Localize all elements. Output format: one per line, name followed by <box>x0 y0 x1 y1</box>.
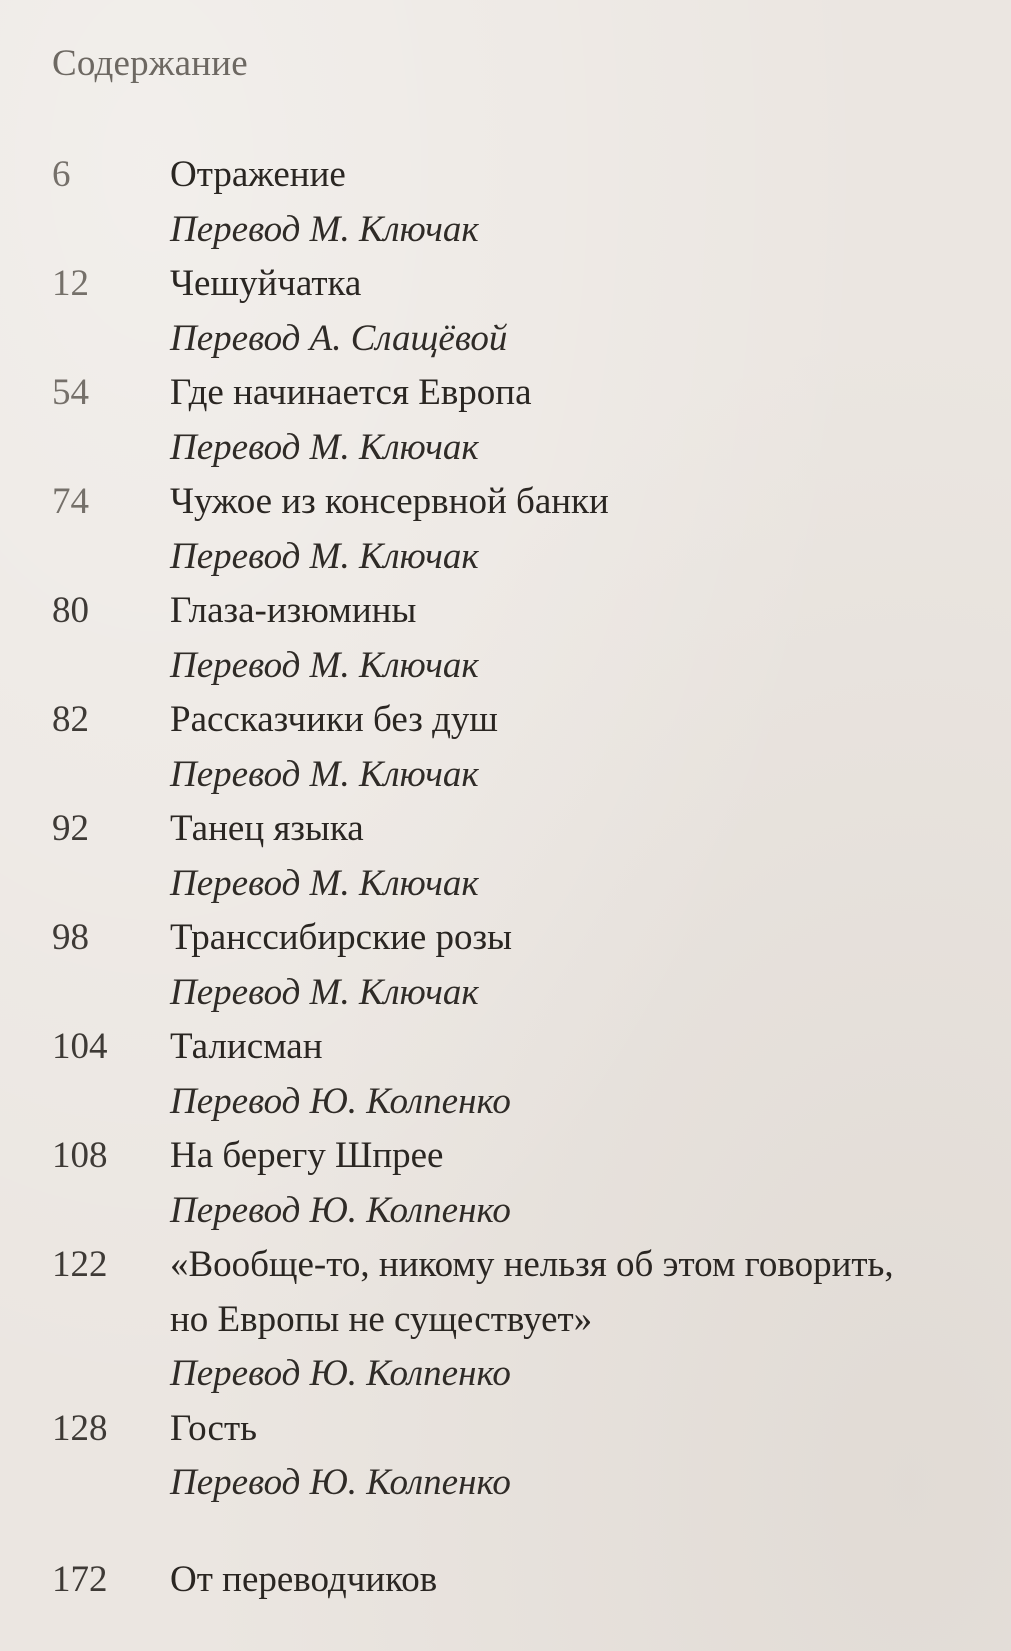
story-title: Рассказчики без душ <box>170 699 498 740</box>
entry-body <box>170 1020 1002 1129</box>
page-number: 80 <box>52 590 89 631</box>
page-number: 98 <box>52 917 89 958</box>
page-number: 74 <box>52 481 89 522</box>
page-number: 104 <box>52 1026 108 1067</box>
toc-entry <box>52 911 1002 1020</box>
story-title: Глаза-изюмины <box>170 590 417 631</box>
toc-entry <box>52 257 1002 366</box>
entry-body <box>170 1553 1002 1608</box>
entry-body <box>170 1238 1002 1402</box>
entry-body <box>170 584 1002 693</box>
story-title: «Вообще-то, никому нельзя об этом говорить, <box>170 1244 894 1285</box>
toc-entry <box>52 1402 1002 1511</box>
page-number: 6 <box>52 154 71 195</box>
toc-entry <box>52 802 1002 911</box>
story-title: Гость <box>170 1407 258 1449</box>
page-number: 92 <box>52 808 89 849</box>
translator-credit: Перевод М. Ключак <box>170 535 479 577</box>
entry-body <box>170 257 1002 366</box>
translator-credit: Перевод М. Ключак <box>170 862 479 904</box>
entry-body <box>170 475 1002 584</box>
translator-credit: Перевод Ю. Колпенко <box>170 1462 511 1503</box>
story-title: Отражение <box>170 154 346 195</box>
entry-body <box>170 1129 1002 1238</box>
story-title: Транссибирские розы <box>170 917 513 958</box>
translator-credit: Перевод Ю. Колпенко <box>170 1353 511 1394</box>
toc-entry <box>52 366 1002 475</box>
toc-entry <box>52 1020 1002 1129</box>
page-number: 108 <box>52 1135 108 1176</box>
toc-entry <box>52 584 1002 693</box>
toc-entry <box>52 148 1002 257</box>
entry-body <box>170 911 1002 1020</box>
translator-credit: Перевод Ю. Колпенко <box>170 1080 511 1122</box>
entry-body <box>170 1402 1002 1511</box>
toc-entry <box>52 1129 1002 1238</box>
translator-credit: Перевод М. Ключак <box>170 971 479 1013</box>
entry-body <box>170 148 1002 257</box>
page-number: 12 <box>52 263 89 304</box>
story-title: Чешуйчатка <box>170 263 362 304</box>
page-number: 128 <box>52 1407 108 1449</box>
story-title-continued: но Европы не существует» <box>170 1298 593 1340</box>
translator-credit: Перевод М. Ключак <box>170 208 479 250</box>
translator-credit: Перевод М. Ключак <box>170 426 479 468</box>
translator-credit: Перевод А. Слащёвой <box>170 317 508 359</box>
table-of-contents <box>52 148 1002 1607</box>
toc-heading: Содержание <box>52 43 248 84</box>
story-title: Талисман <box>170 1026 323 1067</box>
toc-entry <box>52 693 1002 802</box>
translator-credit: Перевод М. Ключак <box>170 753 479 795</box>
story-title: Танец языка <box>170 808 364 849</box>
page-number: 82 <box>52 699 89 740</box>
page-number: 122 <box>52 1244 108 1285</box>
entry-body <box>170 693 1002 802</box>
story-title: Чужое из консервной банки <box>170 481 609 522</box>
translator-credit: Перевод М. Ключак <box>170 644 479 686</box>
story-title: Где начинается Европа <box>170 372 532 413</box>
translator-credit: Перевод Ю. Колпенко <box>170 1189 511 1231</box>
toc-entry <box>52 1238 1002 1402</box>
entry-body <box>170 802 1002 911</box>
toc-entry-afterword <box>52 1553 1002 1608</box>
story-title: На берегу Шпрее <box>170 1135 444 1176</box>
entry-body <box>170 366 1002 475</box>
page-number: 54 <box>52 372 89 413</box>
toc-entry <box>52 475 1002 584</box>
page-number: 172 <box>52 1558 108 1600</box>
afterword-title: От переводчиков <box>170 1558 438 1600</box>
